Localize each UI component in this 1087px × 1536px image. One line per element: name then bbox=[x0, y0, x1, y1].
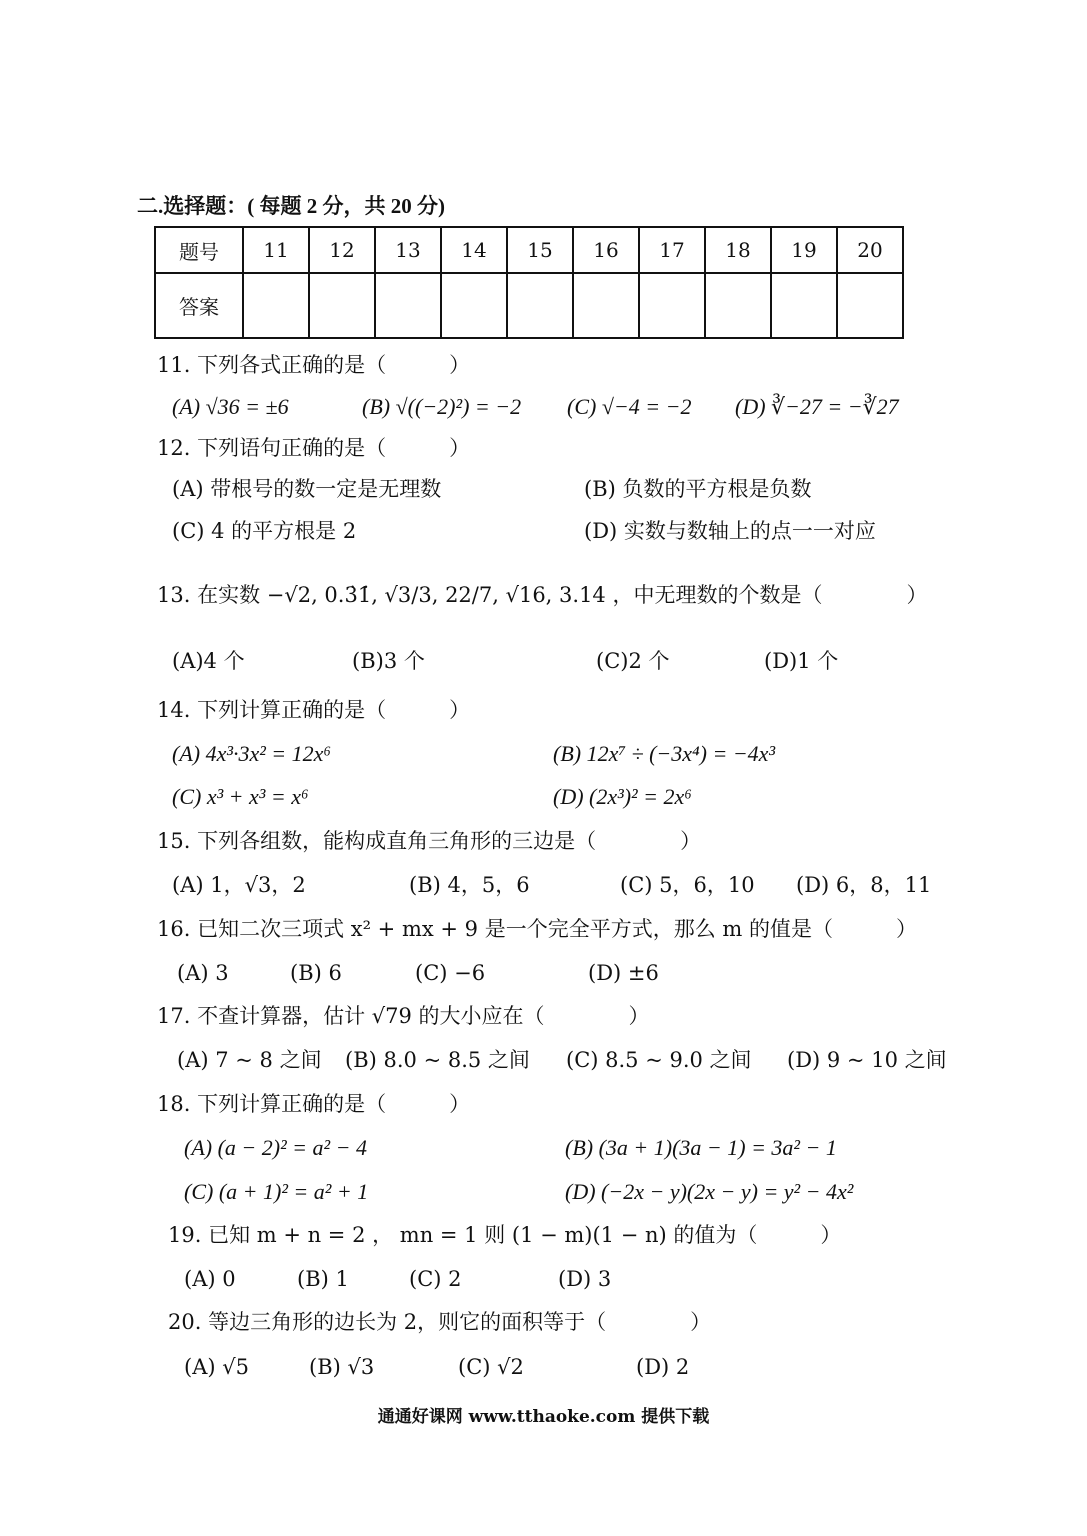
q18-option-a: (A) (a − 2)² = a² − 4 bbox=[184, 1135, 367, 1160]
q13-option-a: (A)4 个 bbox=[172, 649, 245, 673]
answer-row-label: 答案 bbox=[155, 273, 243, 338]
table-header-cell: 19 bbox=[771, 227, 837, 273]
q14-option-c: (C) x³ + x³ = x⁶ bbox=[172, 784, 309, 809]
q12-option-a: (A) 带根号的数一定是无理数 bbox=[172, 477, 442, 501]
q18-stem: 18. 下列计算正确的是（ ） bbox=[157, 1092, 471, 1116]
table-header-cell: 12 bbox=[309, 227, 375, 273]
q13-stem: 13. 在实数 −√2, 0.3̇1̇, √3/3, 22/7, √16, 3.14 ，中无理数的个数是（ ） bbox=[157, 583, 928, 607]
table-header-cell: 15 bbox=[507, 227, 573, 273]
q17-option-c: (C) 8.5 ~ 9.0 之间 bbox=[566, 1048, 752, 1072]
q16-option-b: (B) 6 bbox=[290, 961, 342, 985]
q18-option-d: (D) (−2x − y)(2x − y) = y² − 4x² bbox=[565, 1179, 854, 1204]
q12-option-c: (C) 4 的平方根是 2 bbox=[172, 519, 357, 543]
q15-stem: 15. 下列各组数，能构成直角三角形的三边是（ ） bbox=[157, 829, 702, 853]
q20-option-c: (C) √2 bbox=[458, 1355, 524, 1379]
table-header-cell: 17 bbox=[639, 227, 705, 273]
q14-option-d: (D) (2x³)² = 2x⁶ bbox=[553, 784, 692, 809]
footer-source: 通通好课网 www.tthaoke.com 提供下载 bbox=[377, 1407, 710, 1427]
table-header-cell: 18 bbox=[705, 227, 771, 273]
table-header-cell: 题号 bbox=[155, 227, 243, 273]
q16-option-a: (A) 3 bbox=[177, 961, 229, 985]
answer-cell[interactable] bbox=[837, 273, 903, 338]
q12-option-d: (D) 实数与数轴上的点一一对应 bbox=[584, 519, 876, 543]
q13-option-c: (C)2 个 bbox=[596, 649, 670, 673]
section-title: 二.选择题：( 每题 2 分，共 20 分) bbox=[137, 194, 445, 218]
q15-option-a: (A) 1，√3，2 bbox=[172, 873, 306, 897]
q11-stem: 11. 下列各式正确的是（ ） bbox=[157, 353, 471, 377]
answer-cell[interactable] bbox=[309, 273, 375, 338]
answer-table-header-row bbox=[155, 227, 903, 273]
q16-stem: 16. 已知二次三项式 x² + mx + 9 是一个完全平方式，那么 m 的值是（ ） bbox=[157, 917, 917, 941]
table-header-cell: 14 bbox=[441, 227, 507, 273]
q12-stem: 12. 下列语句正确的是（ ） bbox=[157, 436, 471, 460]
q13-option-d: (D)1 个 bbox=[764, 649, 839, 673]
q19-option-a: (A) 0 bbox=[184, 1267, 236, 1291]
table-header-cell: 16 bbox=[573, 227, 639, 273]
q20-stem: 20. 等边三角形的边长为 2，则它的面积等于（ ） bbox=[168, 1310, 712, 1334]
q20-option-b: (B) √3 bbox=[309, 1355, 375, 1379]
q15-option-b: (B) 4，5，6 bbox=[409, 873, 530, 897]
answer-cell[interactable] bbox=[705, 273, 771, 338]
q17-option-d: (D) 9 ~ 10 之间 bbox=[787, 1048, 947, 1072]
answer-cell[interactable] bbox=[375, 273, 441, 338]
q17-stem: 17. 不查计算器，估计 √79 的大小应在（ ） bbox=[157, 1004, 650, 1028]
q15-option-d: (D) 6，8，11 bbox=[796, 873, 932, 897]
q11-option-b: (B) √((−2)²) = −2 bbox=[362, 394, 522, 419]
q11-option-a: (A) √36 = ±6 bbox=[172, 394, 289, 419]
answer-cell[interactable] bbox=[639, 273, 705, 338]
answer-cell[interactable] bbox=[507, 273, 573, 338]
answer-cell[interactable] bbox=[771, 273, 837, 338]
q15-option-c: (C) 5，6，10 bbox=[620, 873, 755, 897]
q12-option-b: (B) 负数的平方根是负数 bbox=[584, 477, 812, 501]
answer-cell[interactable] bbox=[441, 273, 507, 338]
q17-option-b: (B) 8.0 ~ 8.5 之间 bbox=[345, 1048, 530, 1072]
q14-option-b: (B) 12x⁷ ÷ (−3x⁴) = −4x³ bbox=[553, 741, 776, 766]
q20-option-d: (D) 2 bbox=[636, 1355, 690, 1379]
q11-option-c: (C) √−4 = −2 bbox=[567, 394, 692, 419]
q19-stem: 19. 已知 m + n = 2 ， mn = 1 则 (1 − m)(1 − n) 的值为（ ） bbox=[168, 1223, 842, 1247]
q19-option-c: (C) 2 bbox=[409, 1267, 462, 1291]
answer-cell[interactable] bbox=[573, 273, 639, 338]
q18-option-b: (B) (3a + 1)(3a − 1) = 3a² − 1 bbox=[565, 1135, 837, 1160]
q14-stem: 14. 下列计算正确的是（ ） bbox=[157, 698, 471, 722]
table-header-cell: 11 bbox=[243, 227, 309, 273]
q11-option-d: (D) ∛−27 = −∛27 bbox=[735, 394, 899, 419]
q16-option-d: (D) ±6 bbox=[588, 961, 659, 985]
answer-cell[interactable] bbox=[243, 273, 309, 338]
q13-option-b: (B)3 个 bbox=[352, 649, 425, 673]
q14-option-a: (A) 4x³·3x² = 12x⁶ bbox=[172, 741, 332, 766]
q16-option-c: (C) −6 bbox=[415, 961, 486, 985]
table-header-cell: 20 bbox=[837, 227, 903, 273]
q17-option-a: (A) 7 ~ 8 之间 bbox=[177, 1048, 322, 1072]
answer-table-answer-row bbox=[155, 273, 903, 338]
q19-option-d: (D) 3 bbox=[558, 1267, 612, 1291]
q18-option-c: (C) (a + 1)² = a² + 1 bbox=[184, 1179, 369, 1204]
table-header-cell: 13 bbox=[375, 227, 441, 273]
q20-option-a: (A) √5 bbox=[184, 1355, 249, 1379]
answer-table bbox=[154, 226, 904, 339]
q19-option-b: (B) 1 bbox=[297, 1267, 349, 1291]
